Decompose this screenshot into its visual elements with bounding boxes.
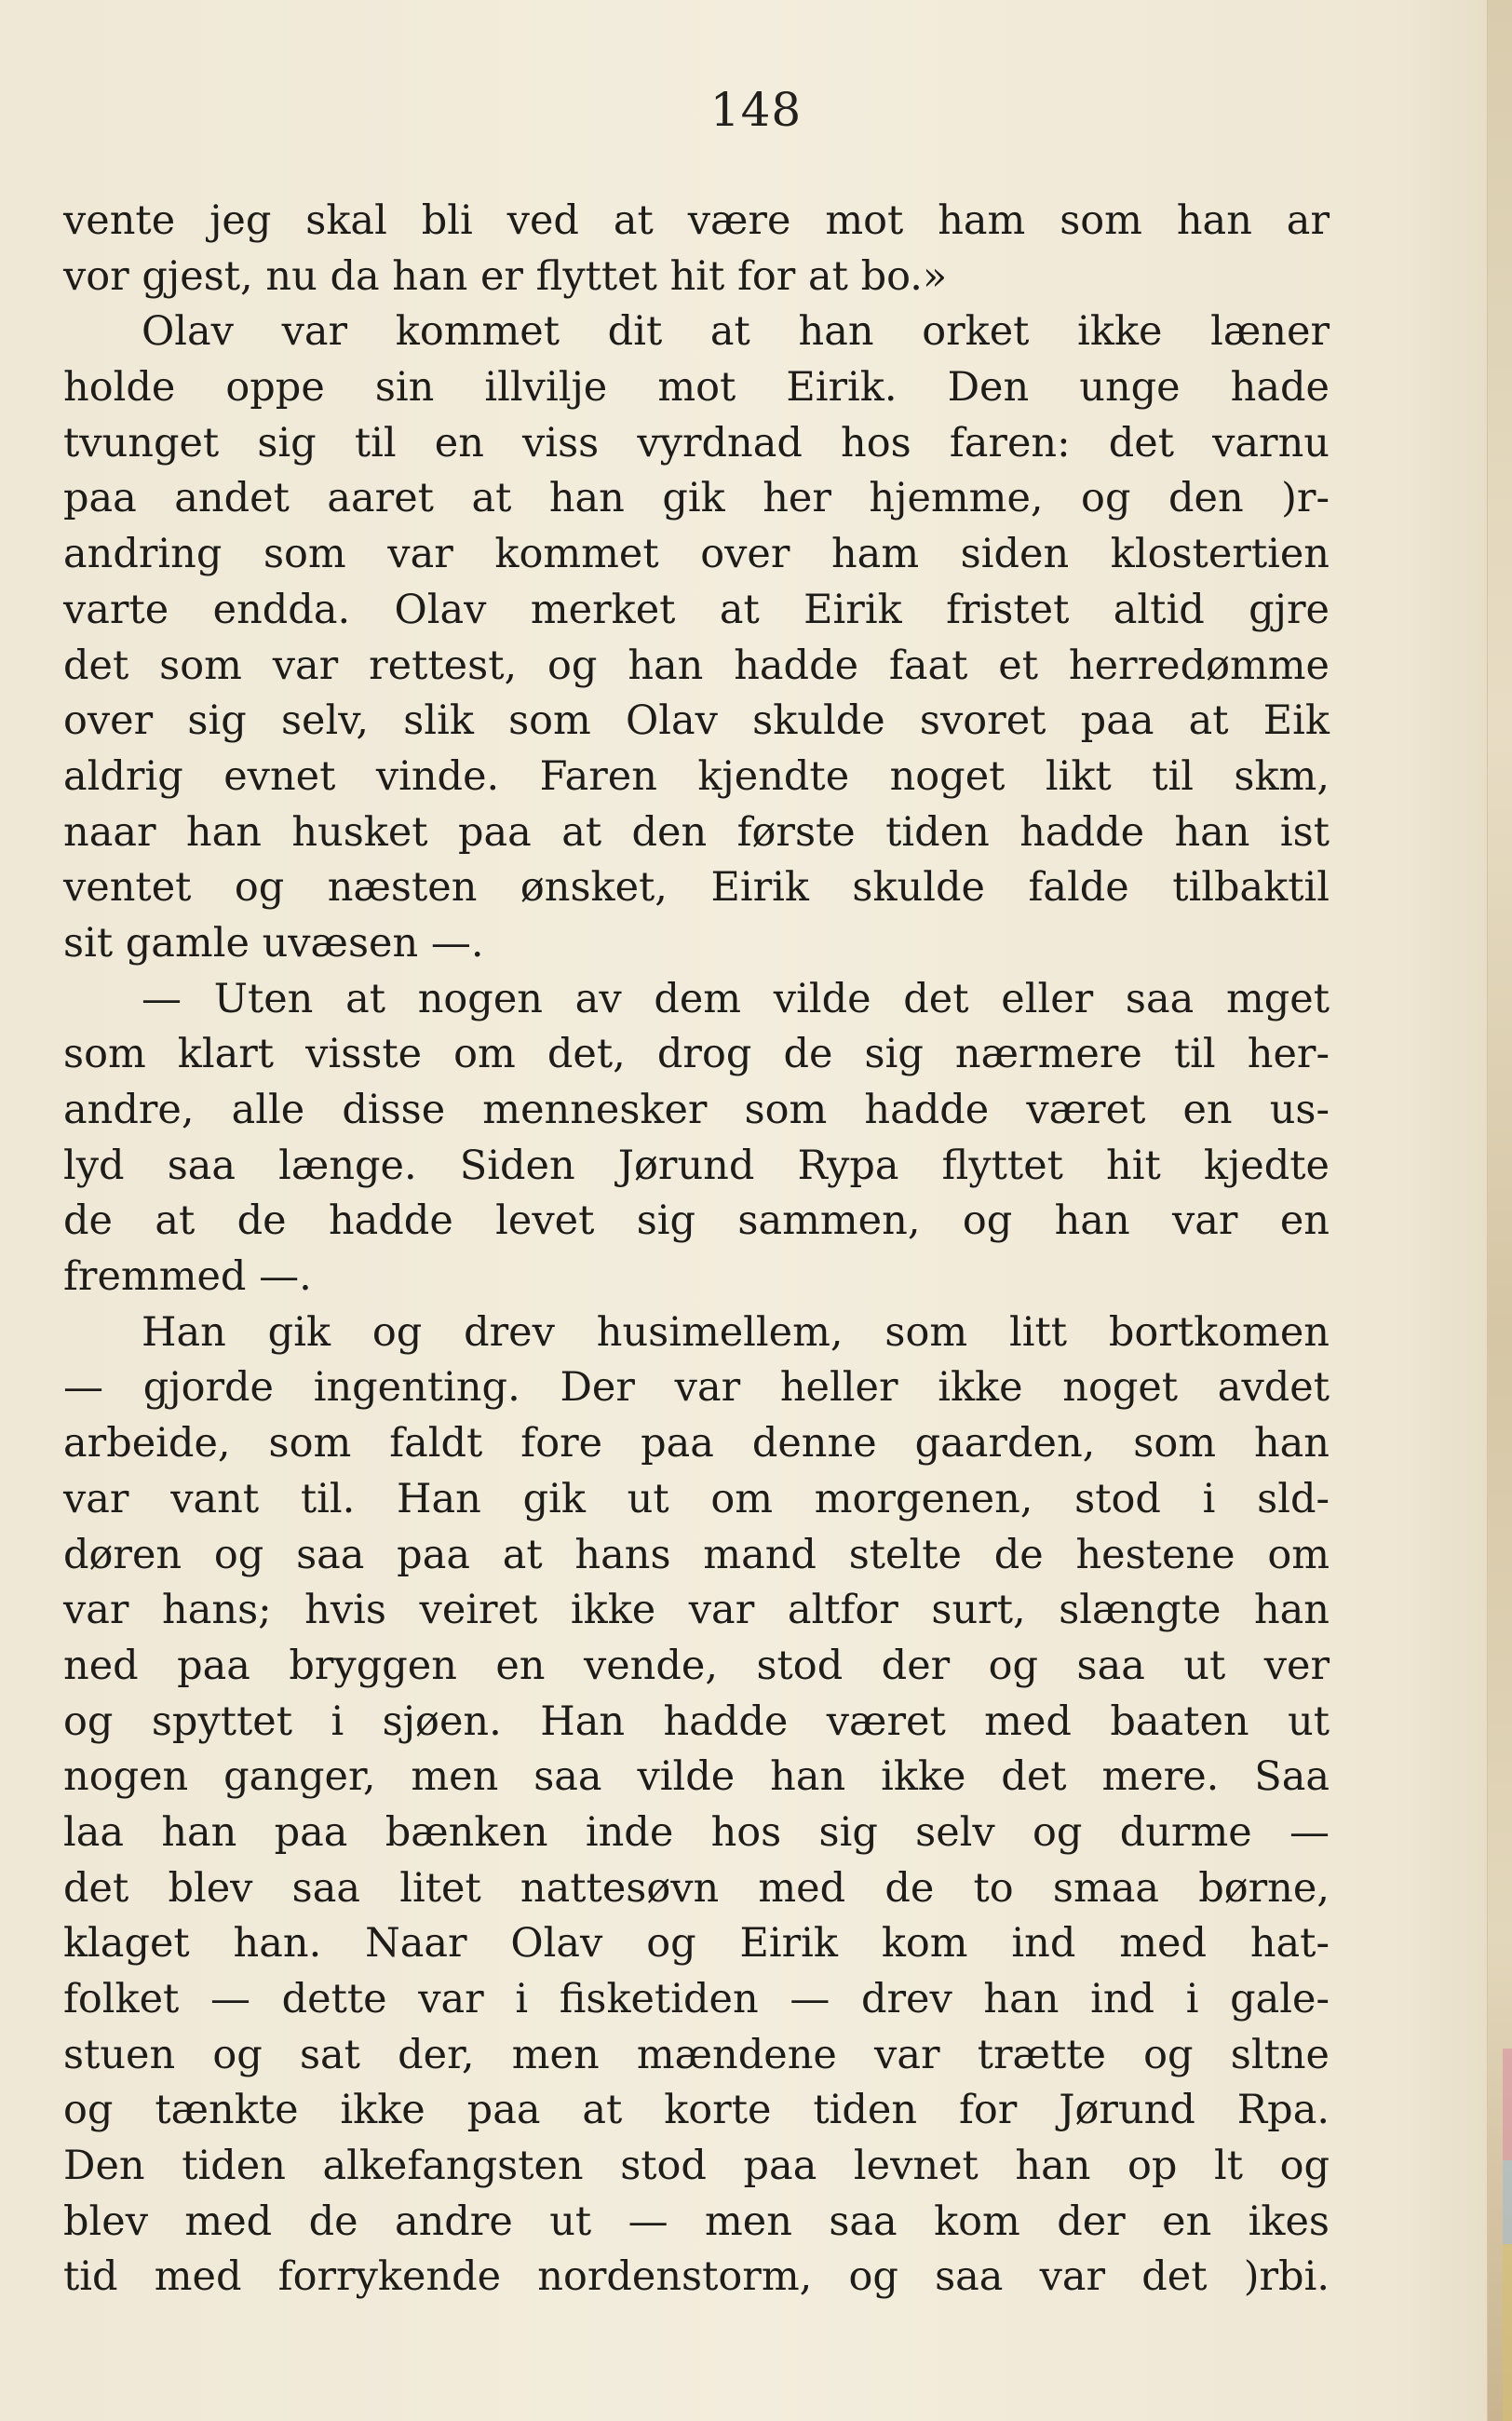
text-line: varte endda. Olav merket at Eirik fristet altid gjre bbox=[63, 586, 1330, 633]
edge-color-mark bbox=[1503, 2160, 1512, 2244]
text-line: tvunget sig til en viss vyrdnad hos faren: det varnu bbox=[63, 419, 1330, 467]
text-line: klaget han. Naar Olav og Eirik kom ind med hat- bbox=[63, 1920, 1330, 1968]
text-line: tid med forrykende nordenstorm, og saa var det )rbi. bbox=[63, 2253, 1330, 2301]
text-line: vente jeg skal bli ved at være mot ham som han ar bbox=[63, 197, 1330, 244]
text-line: paa andet aaret at han gik her hjemme, og den )r- bbox=[63, 475, 1330, 522]
text-line: folket — dette var i fisketiden — drev han ind i gale- bbox=[63, 1976, 1330, 2022]
text-line: og spyttet i sjøen. Han hadde været med baaten ut bbox=[63, 1697, 1330, 1745]
text-line: stuen og sat der, men mændene var trætte og sltne bbox=[63, 2031, 1330, 2078]
text-line: som klart visste om det, drog de sig nærmere til her- bbox=[63, 1031, 1330, 1078]
text-line: det som var rettest, og han hadde faat et herredømme bbox=[63, 642, 1330, 689]
text-line: blev med de andre ut — men saa kom der en ikes bbox=[63, 2198, 1330, 2245]
text-line: var hans; hvis veiret ikke var altfor surt, slængte han bbox=[63, 1587, 1330, 1634]
edge-color-mark bbox=[1503, 2049, 1512, 2160]
text-line: ventet og næsten ønsket, Eirik skulde falde tilbaktil bbox=[63, 864, 1330, 912]
text-line: Den tiden alkefangsten stod paa levnet han op lt og bbox=[63, 2143, 1330, 2190]
text-line: ned paa bryggen en vende, stod der og saa ut ver bbox=[63, 1642, 1330, 1689]
text-line: vor gjest, nu da han er flyttet hit for at bo.» bbox=[63, 252, 948, 300]
text-line: arbeide, som faldt fore paa denne gaarden, som han bbox=[63, 1420, 1330, 1467]
page-number: 148 bbox=[709, 83, 803, 137]
text-line: — gjorde ingenting. Der var heller ikke noget avdet bbox=[63, 1364, 1330, 1412]
text-line: andre, alle disse mennesker som hadde været en us- bbox=[63, 1087, 1330, 1133]
text-line: over sig selv, slik som Olav skulde svoret paa at Eik bbox=[63, 697, 1330, 745]
text-line: døren og saa paa at hans mand stelte de hestene om bbox=[63, 1531, 1330, 1578]
text-line: lyd saa længe. Siden Jørund Rypa flyttet hit kjedte bbox=[63, 1142, 1330, 1189]
text-line: det blev saa litet nattesøvn med de to smaa børne, bbox=[63, 1864, 1330, 1912]
page-edge bbox=[1487, 0, 1512, 2421]
text-line: aldrig evnet vinde. Faren kjendte noget likt til skm, bbox=[63, 752, 1330, 800]
body-text bbox=[63, 194, 1330, 2306]
text-line: laa han paa bænken inde hos sig selv og durme — bbox=[63, 1808, 1330, 1856]
text-line: fremmed —. bbox=[63, 1253, 312, 1301]
text-line: de at de hadde levet sig sammen, og han var en bbox=[63, 1197, 1330, 1245]
text-line: sit gamle uvæsen —. bbox=[63, 919, 484, 967]
text-line: Han gik og drev husimellem, som litt bortkomen bbox=[142, 1308, 1330, 1356]
text-line: naar han husket paa at den første tiden hadde han ist bbox=[63, 808, 1330, 856]
text-line: nogen ganger, men saa vilde han ikke det mere. Saa bbox=[63, 1753, 1330, 1801]
edge-color-mark bbox=[1503, 2244, 1512, 2421]
text-line: var vant til. Han gik ut om morgenen, stod i sld- bbox=[63, 1475, 1330, 1522]
text-line: — Uten at nogen av dem vilde det eller saa mget bbox=[142, 975, 1330, 1022]
text-line: Olav var kommet dit at han orket ikke læner bbox=[142, 308, 1330, 356]
text-line: holde oppe sin illvilje mot Eirik. Den unge hade bbox=[63, 364, 1330, 412]
text-line: og tænkte ikke paa at korte tiden for Jørund Rpa. bbox=[63, 2087, 1330, 2134]
text-line: andring som var kommet over ham siden klostertien bbox=[63, 531, 1330, 578]
